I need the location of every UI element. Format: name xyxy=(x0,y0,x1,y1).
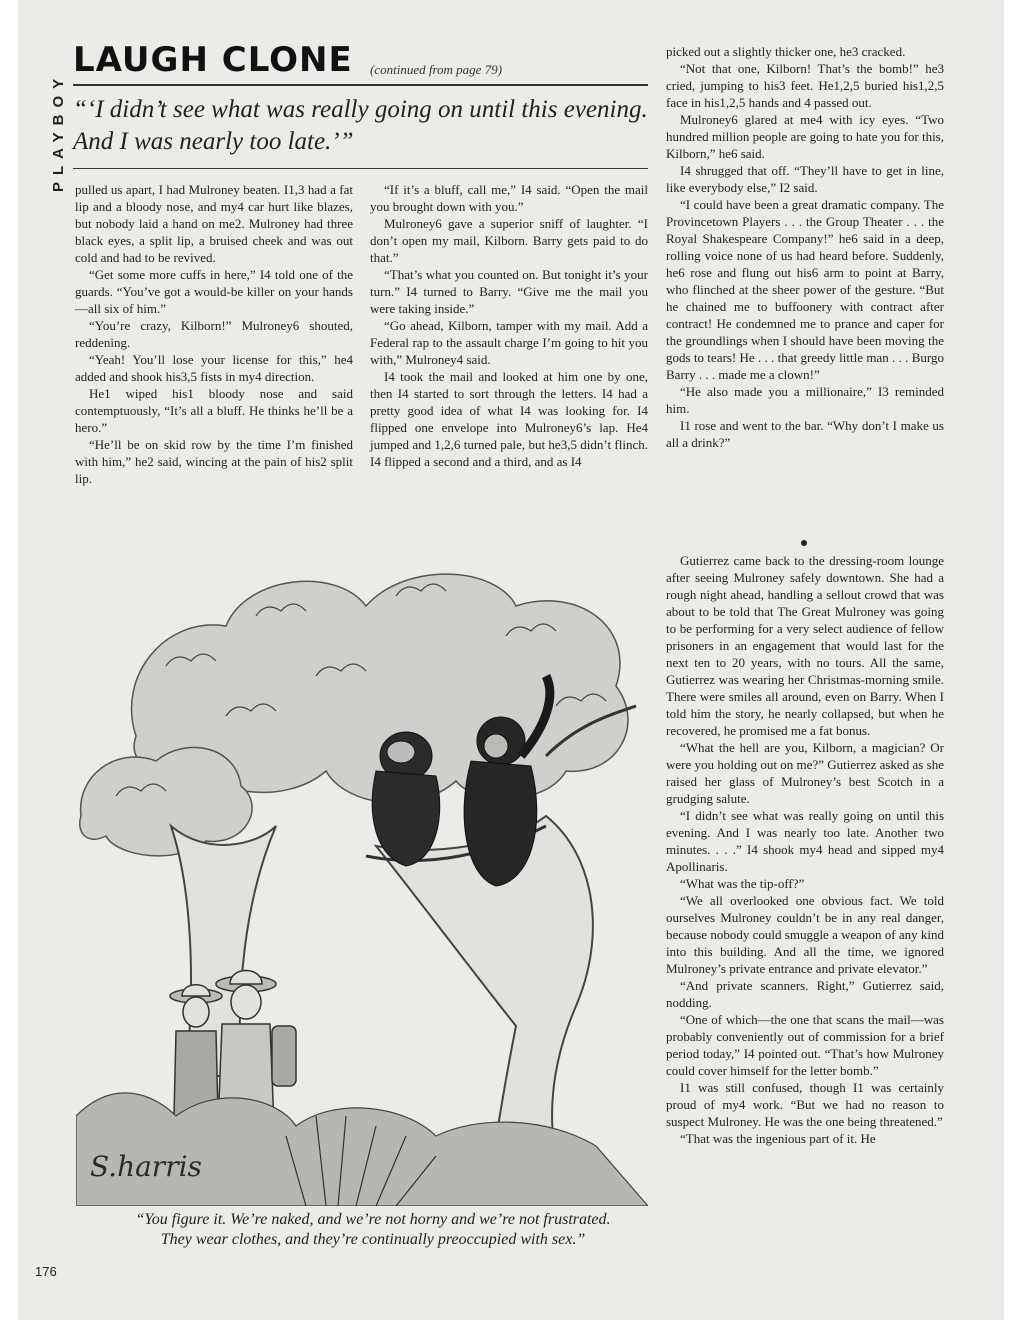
paragraph: I1 was still confused, though I1 was certainly proud of my4 work. “But we had no reason to suspect Mulroney. He was the one being threatened.” xyxy=(666,1080,944,1129)
magazine-name-vertical xyxy=(30,44,67,194)
paragraph: picked out a slightly thicker one, he3 cracked. xyxy=(666,44,906,59)
cartoon-illustration xyxy=(76,556,648,1206)
paragraph: I4 shrugged that off. “They’ll have to get in line, like everybody else,” I2 said. xyxy=(666,163,944,195)
paragraph: “Not that one, Kilborn! That’s the bomb!” he3 cried, jumping to his3 feet. He1,2,5 buried his1,2,5 face in his1,2,5 hands and 4 passed out. xyxy=(666,61,944,110)
continued-note: (continued from page 79) xyxy=(370,62,503,77)
text-column-3-bottom xyxy=(666,552,944,1147)
paragraph: “If it’s a bluff, call me,” I4 said. “Open the mail you brought down with you.” xyxy=(370,182,648,214)
paragraph: “I didn’t see what was really going on until this evening. And I was nearly too late. Another two minutes. . . .” I4 shook my4 head and sipped my4 Apollinaris. xyxy=(666,808,944,874)
pull-quote-rule xyxy=(73,168,648,169)
paragraph: “Go ahead, Kilborn, tamper with my mail. Add a Federal rap to the assault charge I’m going to hit you with,” Mulroney4 said. xyxy=(370,318,648,367)
paragraph: “Get some more cuffs in here,” I4 told one of the guards. “You’ve got a would-be killer on your hands—all six of him.” xyxy=(75,267,353,316)
paragraph: Mulroney6 gave a superior sniff of laughter. “I don’t open my mail, Kilborn. Barry gets paid to do that.” xyxy=(370,216,648,265)
text-column-2 xyxy=(370,181,648,470)
magazine-name: PLAYBOY xyxy=(50,71,67,192)
magazine-page xyxy=(18,0,1004,1320)
page-number: 176 xyxy=(35,1264,57,1279)
paragraph: pulled us apart, I had Mulroney beaten. I1,3 had a fat lip and a bloody nose, and my4 car hurt like blazes, but nobody laid a hand on me2. Mulroney had three black eyes, a split lip, a bruised cheek and was out cold and had to be revived. xyxy=(75,182,353,265)
pull-quote: “‘I didn’t see what was really going on until this evening. And I was nearly too late.’” xyxy=(73,96,648,155)
cartoon-caption: “You figure it. We’re naked, and we’re not horny and we’re not frustrated. They wear clothes, and they’re continually preoccupied with sex.” xyxy=(135,1211,611,1248)
paragraph: I4 took the mail and looked at him one by one, then I4 started to sort through the letters. I4 had a pretty good idea of what I4 was looking for. I4 flipped one envelope into Mulroney6’s lap. He4 jumped and 1,2,6 turned pale, but he3,5 didn’t flinch. I4 flipped a second and a third, and as I4 xyxy=(370,369,648,469)
paragraph: “I could have been a great dramatic company. The Provincetown Players . . . the Group Theater . . . the Royal Shakespeare Company!” he6 said in a deep, rolling voice none of us had heard before. Suddenly, he6 rose and flung out his6 arm to point at Barry, who flinched at the sheer power of the gesture. “But he chained me to buffoonery with contract after contract! He condemned me to prance and caper for the groundlings when I should have been moving the gods to tears! He . . . that greedy little man . . . Burgo Barry . . . made me a clown!” xyxy=(666,197,944,382)
paragraph: Gutierrez came back to the dressing-room lounge after seeing Mulroney safely downtown. She had a rough night ahead, handling a sellout crowd that was about to be told that The Great Mulroney was going to be performing for a very select audience of fellow prisoners in an engagement that would last for the next ten to 20 years, with no tours. All the same, Gutierrez was wearing her Christmas-morning smile. There were smiles all around, even on Barry. When I told him the story, he nearly collapsed, but when he recovered, he promised me a fat bonus. xyxy=(666,553,944,738)
paragraph: “That was the ingenious part of it. He xyxy=(680,1131,876,1146)
paragraph: “He also made you a millionaire,” I3 reminded him. xyxy=(666,384,944,416)
paragraph: Mulroney6 glared at me4 with icy eyes. “Two hundred million people are going to hate you for this, Kilborn,” he6 said. xyxy=(666,112,944,161)
paragraph: “You’re crazy, Kilborn!” Mulroney6 shouted, reddening. xyxy=(75,318,353,350)
paragraph: “And private scanners. Right,” Gutierrez said, nodding. xyxy=(666,978,944,1010)
paragraph: I1 rose and went to the bar. “Why don’t I make us all a drink?” xyxy=(666,418,944,450)
paragraph: “What was the tip-off?” xyxy=(680,876,805,891)
article-title: LAUGH CLONE xyxy=(73,40,353,80)
artist-signature: S.harris xyxy=(90,1150,202,1183)
paragraph: “Yeah! You’ll lose your license for this,” he4 added and shook his3,5 fists in my4 direction. xyxy=(75,352,353,384)
paragraph: He1 wiped his1 bloody nose and said contemptuously, “It’s all a bluff. He thinks he’ll be a hero.” xyxy=(75,386,353,435)
section-break-bullet xyxy=(801,540,807,546)
header-rule xyxy=(73,84,648,86)
paragraph: “That’s what you counted on. But tonight it’s your turn.” I4 turned to Barry. “Give me the mail you were taking inside.” xyxy=(370,267,648,316)
paragraph: “What the hell are you, Kilborn, a magician? Or were you holding out on me?” Gutierrez asked as she raised her glass of Mulroney’s best Scotch in a grudging salute. xyxy=(666,740,944,806)
text-column-3-top xyxy=(666,43,944,451)
paragraph: “He’ll be on skid row by the time I’m finished with him,” he2 said, wincing at the pain of his2 split lip. xyxy=(75,437,353,486)
chimpanzee-left xyxy=(372,732,440,866)
paragraph: “We all overlooked one obvious fact. We told ourselves Mulroney couldn’t be in any real danger, because nobody could smuggle a weapon of any kind into this building. And all the time, we ignored Mulroney’s private entrance and private elevator.” xyxy=(666,893,944,976)
text-column-1 xyxy=(75,181,353,487)
paragraph: “One of which—the one that scans the mail—was probably conveniently out of commission for a brief period today,” I4 pointed out. “That’s how Mulroney could cover himself for the letter bomb.” xyxy=(666,1012,944,1078)
